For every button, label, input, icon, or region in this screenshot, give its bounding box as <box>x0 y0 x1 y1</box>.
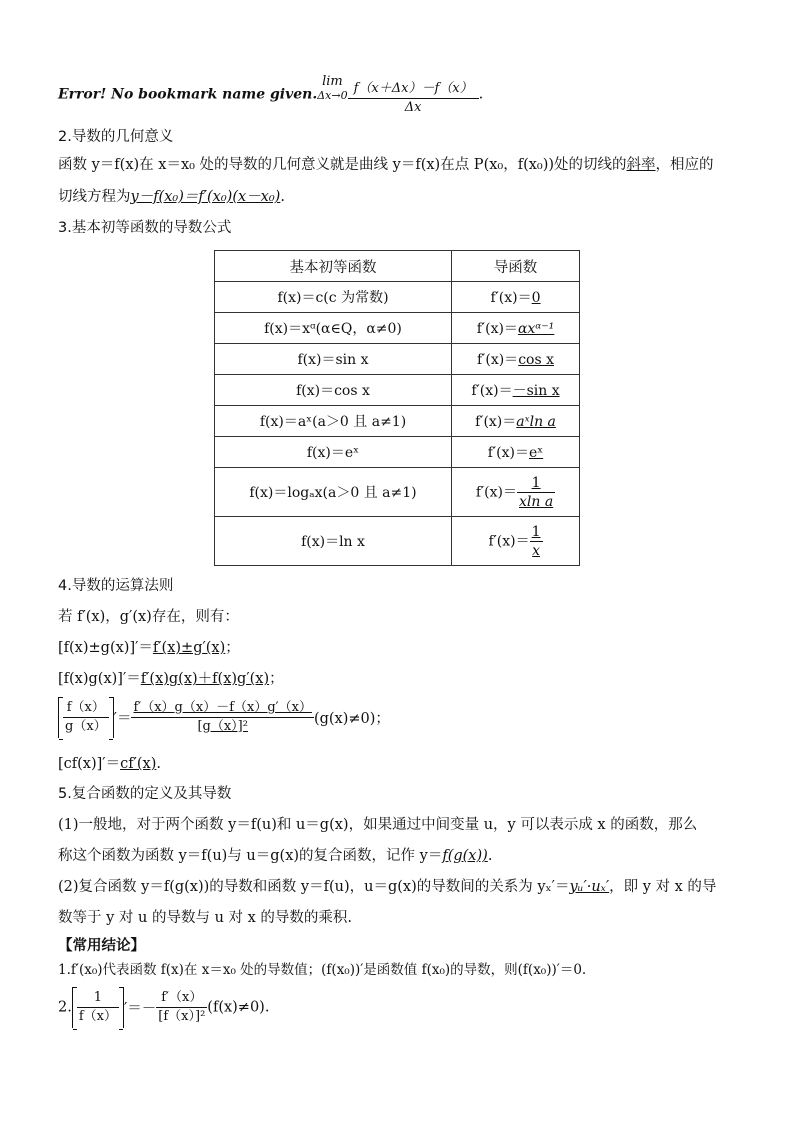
quotient-inner-fraction <box>63 699 109 736</box>
derivative-prefix: f′(x)＝ <box>476 321 518 337</box>
rule-end: ； <box>225 640 240 656</box>
derivative-fraction <box>517 474 555 511</box>
table-cell-derivative <box>452 437 580 468</box>
reciprocal-bracket <box>72 987 124 1028</box>
derivative-prefix: f′(x)＝ <box>487 445 529 461</box>
rule-prefix: [cf(x)]′＝ <box>58 756 121 772</box>
limit-denominator: Δx <box>404 100 422 115</box>
rule-constant <box>58 754 161 774</box>
derivative-blank: 0 <box>531 290 541 306</box>
table-cell-function: f(x)＝sin x <box>215 344 452 375</box>
table-cell-derivative <box>452 313 580 344</box>
table-cell-function: f(x)＝logₐx(a＞0 且 a≠1) <box>215 468 452 517</box>
sec2-blank-tangent: y－f(x₀)＝f′(x₀)(x－x₀) <box>130 189 281 205</box>
table-row <box>215 375 580 406</box>
section-2-paragraph-1 <box>58 155 714 175</box>
fraction-denominator: [g（x）]² <box>197 719 248 734</box>
derivative-blank: aˣln a <box>516 414 556 430</box>
section-5-p1a: (1)一般地，对于两个函数 y＝f(u)和 u＝g(x)，如果通过中间变量 u，y 可以表示成 x 的函数，那么 <box>58 817 698 833</box>
limit-operator <box>317 75 347 103</box>
rule-blank: f′(x)±g′(x) <box>152 640 226 656</box>
quotient-prime: ′＝ <box>113 711 132 727</box>
table-row <box>215 406 580 437</box>
sec2-text-end: ，相应的 <box>655 157 714 173</box>
fraction-numerator: f′（x）g（x）－f（x）g′（x） <box>131 699 314 718</box>
reciprocal-fraction <box>156 989 207 1026</box>
section-5-p2b: 数等于 y 对 u 的导数与 u 对 x 的导数的乘积. <box>58 910 353 926</box>
rule-sum <box>58 638 240 658</box>
section-5-title: 5.复合函数的定义及其导数 <box>58 786 232 802</box>
table-cell-function: f(x)＝aˣ(a＞0 且 a≠1) <box>215 406 452 437</box>
fraction-numerator: 1 <box>517 474 555 493</box>
conclusion-2-prefix: 2. <box>58 999 72 1016</box>
section-5-p1b <box>58 846 492 866</box>
table-cell-function: f(x)＝ln x <box>215 517 452 566</box>
rule-product <box>58 669 284 689</box>
conclusion-2-end: (f(x)≠0). <box>207 999 270 1016</box>
rule-end: ； <box>269 671 284 687</box>
table-row <box>215 282 580 313</box>
conclusions-title: 【常用结论】 <box>58 938 145 954</box>
reciprocal-inner-fraction <box>77 989 119 1026</box>
sec2-text-2: 切线方程为 <box>58 189 131 205</box>
fraction-denominator: g（x） <box>65 719 107 734</box>
table-cell-derivative <box>452 344 580 375</box>
sec5-text-2: (2)复合函数 y＝f(g(x))的导数和函数 y＝f(u)，u＝g(x)的导数间的关系为 yₓ′＝ <box>58 879 570 895</box>
quotient-fraction <box>131 699 314 736</box>
limit-fraction <box>348 80 479 117</box>
fraction-denominator: xln a <box>519 493 554 510</box>
rule-prefix: [f(x)±g(x)]′＝ <box>58 640 153 656</box>
section-2-title: 2.导数的几何意义 <box>58 129 174 145</box>
table-cell-function: f(x)＝xᵅ(α∈Q，α≠0) <box>215 313 452 344</box>
table-header-cell: 基本初等函数 <box>215 251 452 282</box>
table-row <box>215 517 580 566</box>
table-cell-derivative <box>452 517 580 566</box>
table-header-row <box>215 251 580 282</box>
derivative-prefix: f′(x)＝ <box>475 484 517 500</box>
table-cell-derivative <box>452 406 580 437</box>
table-row <box>215 313 580 344</box>
limit-end: . <box>478 86 484 103</box>
sec2-text-2-end: . <box>280 189 285 205</box>
section-5-p2a <box>58 877 716 897</box>
derivative-prefix: f′(x)＝ <box>490 290 532 306</box>
table-header-cell: 导函数 <box>452 251 580 282</box>
rule-prefix: [f(x)g(x)]′＝ <box>58 671 141 687</box>
section-3-title: 3.基本初等函数的导数公式 <box>58 220 232 236</box>
reciprocal-prime: ′＝－ <box>124 1001 157 1017</box>
rule-blank: cf′(x) <box>120 756 157 772</box>
rule-end: . <box>156 756 161 772</box>
sec5-text: 称这个函数为函数 y＝f(u)与 u＝g(x)的复合函数，记作 y＝ <box>58 848 443 864</box>
sec2-blank-slope: 斜率 <box>626 157 656 173</box>
section-4-title: 4.导数的运算法则 <box>58 578 174 594</box>
table-cell-derivative <box>452 282 580 313</box>
sec5-text-end: . <box>487 848 493 864</box>
derivative-prefix: f′(x)＝ <box>488 533 530 549</box>
lim-text: lim <box>322 73 343 89</box>
table-cell-derivative <box>452 375 580 406</box>
table-row <box>215 468 580 517</box>
sec2-text: 函数 y＝f(x)在 x＝x₀ 处的导数的几何意义就是曲线 y＝f(x)在点 P(x₀，f(x₀))处的切线的 <box>58 157 627 173</box>
fraction-denominator: x <box>532 542 541 559</box>
sec5-blank-composite: f(g(x)) <box>442 848 488 864</box>
rule-end: (g(x)≠0)； <box>313 711 390 727</box>
conclusion-2 <box>58 987 269 1028</box>
derivative-fraction <box>530 523 543 560</box>
table-cell-function: f(x)＝c(c 为常数) <box>215 282 452 313</box>
table-cell-function: f(x)＝cos x <box>215 375 452 406</box>
derivative-blank: cos x <box>518 352 554 368</box>
table-cell-function: f(x)＝eˣ <box>215 437 452 468</box>
fraction-denominator: [f（x）]² <box>158 1009 206 1024</box>
derivative-blank: eˣ <box>528 445 544 461</box>
section-2-paragraph-2 <box>58 187 285 207</box>
sec5-blank-chain: yᵤ′·uₓ′ <box>569 879 610 895</box>
derivative-prefix: f′(x)＝ <box>477 352 519 368</box>
fraction-numerator: f（x） <box>63 699 109 718</box>
fraction-denominator: f（x） <box>78 1009 117 1024</box>
rule-quotient <box>58 697 390 738</box>
fraction-numerator: 1 <box>531 523 541 540</box>
limit-numerator: f（x＋Δx）－f（x） <box>348 80 479 99</box>
lim-subscript: Δx→0 <box>317 88 348 102</box>
rule-blank: f′(x)g(x)＋f(x)g′(x) <box>140 671 270 687</box>
table-row <box>215 437 580 468</box>
derivative-blank: －sin x <box>512 383 560 399</box>
derivative-prefix: f′(x)＝ <box>471 383 513 399</box>
derivative-table <box>214 250 580 566</box>
section-4-intro: 若 f′(x)，g′(x)存在，则有： <box>58 609 239 625</box>
error-text: Error! No bookmark name given. <box>58 86 318 103</box>
sec5-text-2-end: ，即 y 对 x 的导 <box>609 879 717 895</box>
conclusion-1: 1.f′(x₀)代表函数 f(x)在 x＝x₀ 处的导数值；(f(x₀))′是函数值 f(x₀)的导数，则(f(x₀))′＝0. <box>58 962 587 978</box>
limit-definition <box>58 73 484 115</box>
fraction-numerator: f′（x） <box>156 989 207 1008</box>
fraction-numerator: 1 <box>77 989 119 1008</box>
derivative-blank: αxᵅ⁻¹ <box>517 321 555 337</box>
derivative-prefix: f′(x)＝ <box>475 414 517 430</box>
table-row <box>215 344 580 375</box>
table-cell-derivative <box>452 468 580 517</box>
quotient-bracket <box>58 697 114 738</box>
